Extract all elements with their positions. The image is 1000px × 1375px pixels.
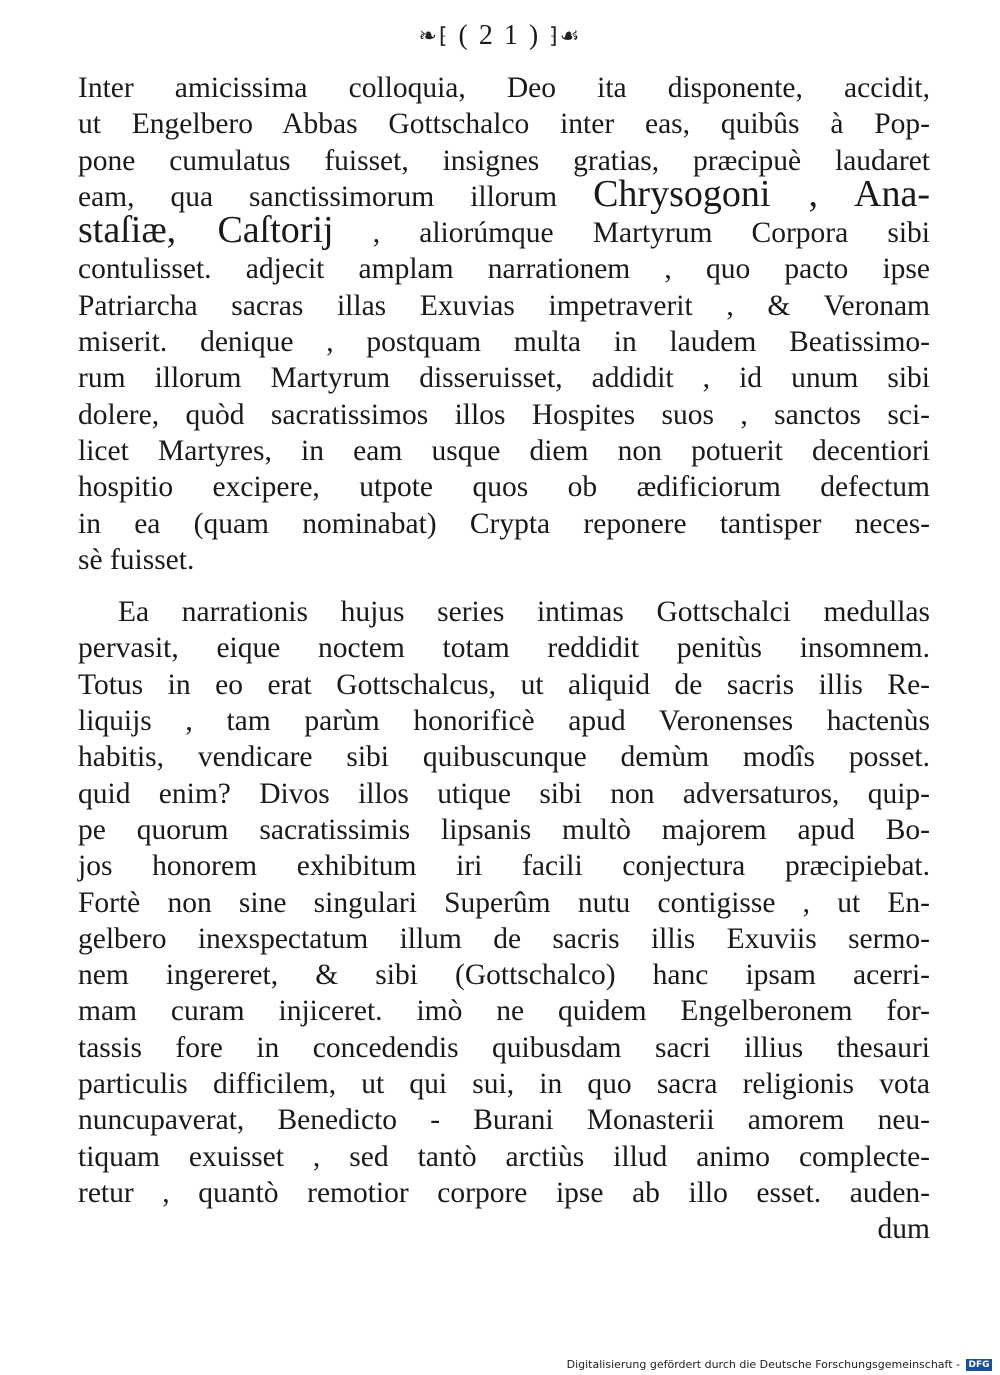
- text-line: Inter amicissima colloquia, Deo ita disponente, accidit,: [78, 72, 930, 104]
- text-line: dolere, quòd sacratissimos illos Hospites suos , sanctos sci-: [78, 398, 930, 431]
- text-line: particulis difficilem, ut qui sui, in quo sacra religionis vota: [78, 1068, 930, 1101]
- name-anastasiae-castorij: staſiæ, Caſtorij: [78, 209, 334, 252]
- paragraph-1: [78, 70, 930, 578]
- text-line: tassis fore in concedendis quibusdam sacri illius thesauri: [78, 1031, 930, 1064]
- text-line: liquijs , tam parùm honorificè apud Veronenses hactenùs: [78, 705, 930, 738]
- page-number: ( 2 1 ): [458, 19, 541, 51]
- right-ornament-icon: ⁆☙: [549, 22, 582, 48]
- text-line: gelbero inexspectatum illum de sacris illis Exuviis sermo-: [78, 922, 930, 955]
- text-line: in ea (quam nominabat) Crypta reponere tantisper neces-: [78, 507, 930, 540]
- paragraph-gap: [78, 578, 930, 594]
- text-line: nuncupaverat, Benedicto - Burani Monasterii amorem neu-: [78, 1104, 930, 1137]
- text-line: hospitio excipere, utpote quos ob ædificiorum defectum: [78, 471, 930, 504]
- text-line: rum illorum Martyrum disseruisset, addidit , id unum sibi: [78, 362, 930, 395]
- text-line: Totus in eo erat Gottschalcus, ut aliquid de sacris illis Re-: [78, 668, 930, 701]
- text-line: Fortè non sine singulari Superûm nutu contigisse , ut En-: [78, 886, 930, 919]
- text-line: miserit. denique , postquam multa in laudem Beatissimo-: [78, 326, 930, 359]
- catchword: dum: [877, 1213, 930, 1246]
- text-line: pone cumulatus fuisset, insignes gratias, præcipuè laudaret: [78, 144, 930, 177]
- body-text: [78, 70, 930, 1248]
- text-line: Ea narrationis hujus series intimas Gottschalci medullas: [118, 596, 930, 629]
- text-segment: , aliorúmque Martyrum Corpora sibi: [372, 217, 930, 250]
- footer-credit: Digitalisierung gefördert durch die Deutsche Forschungsgemeinschaft -: [566, 1358, 960, 1371]
- text-line: jos honorem exhibitum iri facili conjectura præcipiebat.: [78, 850, 930, 883]
- text-line: sè fuisset.: [78, 543, 195, 576]
- text-line: ut Engelbero Abbas Gottschalco inter eas, quibûs à Pop-: [78, 108, 930, 141]
- text-line: pe quorum sacratissimis lipsanis multò majorem apud Bo-: [78, 813, 930, 846]
- text-line: mam curam injiceret. imò ne quidem Engelberonem for-: [78, 995, 930, 1028]
- text-line: nem ingereret, & sibi (Gottschalco) hanc ipsam acerri-: [78, 959, 930, 992]
- text-line: habitis, vendicare sibi quibuscunque demùm modîs posset.: [78, 741, 930, 774]
- text-line-mixed: [78, 209, 930, 252]
- paragraph-2: [78, 594, 930, 1247]
- left-ornament-icon: ❧⁅: [418, 22, 450, 48]
- text-line: Patriarcha sacras illas Exuvias impetraverit , & Veronam: [78, 289, 930, 322]
- digitization-footer: [567, 1358, 992, 1371]
- text-line: retur , quantò remotior corpore ipse ab illo esset. auden-: [78, 1176, 930, 1209]
- text-line: licet Martyres, in eam usque diem non potuerit decentiori: [78, 434, 930, 467]
- text-segment: eam, qua sanctissimorum illorum: [78, 180, 558, 213]
- name-chrysogoni: Chrysogoni , Ana-: [593, 172, 930, 215]
- text-line: pervasit, eique noctem totam reddidit penitùs insomnem.: [78, 632, 930, 665]
- dfg-logo-icon: DFG: [966, 1359, 992, 1371]
- text-line: tiquam exuisset , sed tantò arctiùs illud animo complecte-: [78, 1140, 930, 1173]
- page-header: [0, 18, 1000, 52]
- text-line: contulisset. adjecit amplam narrationem , quo pacto ipse: [78, 253, 930, 286]
- text-line: quid enim? Divos illos utique sibi non adversaturos, quip-: [78, 777, 930, 810]
